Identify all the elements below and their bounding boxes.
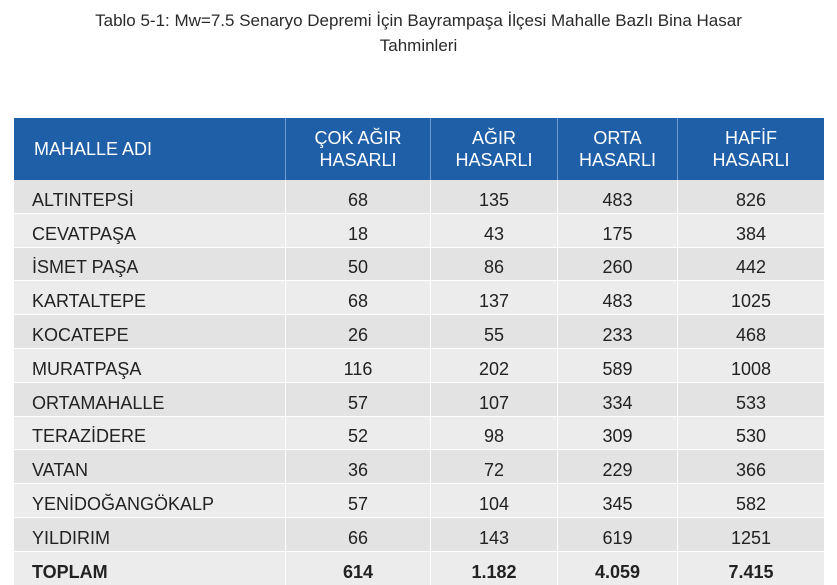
damage-count-cell: 26 (286, 315, 431, 349)
damage-count-cell: 483 (558, 180, 678, 214)
neighborhood-name-cell: KOCATEPE (14, 315, 286, 349)
caption-line-2: Tahminleri (379, 36, 458, 55)
neighborhood-name-cell: ORTAMAHALLE (14, 383, 286, 417)
total-value-cell: 4.059 (558, 552, 678, 585)
table-row (14, 281, 824, 315)
neighborhood-name-cell: MURATPAŞA (14, 349, 286, 383)
header-label: HASARLI (319, 150, 397, 170)
damage-count-cell: 72 (431, 450, 558, 484)
header-label: HASARLI (455, 150, 533, 170)
header-heavy-damage (431, 118, 558, 180)
table-caption (0, 8, 837, 58)
damage-count-cell: 533 (678, 383, 824, 417)
damage-estimate-table (14, 118, 824, 585)
damage-count-cell: 468 (678, 315, 824, 349)
table-row (14, 180, 824, 214)
damage-count-cell: 1251 (678, 518, 824, 552)
header-label: HASARLI (578, 150, 657, 170)
neighborhood-name-cell: YILDIRIM (14, 518, 286, 552)
neighborhood-name-cell: KARTALTEPE (14, 281, 286, 315)
damage-count-cell: 345 (558, 484, 678, 518)
damage-count-cell: 442 (678, 248, 824, 282)
total-row (14, 552, 824, 585)
damage-count-cell: 18 (286, 214, 431, 248)
header-very-heavy-damage (286, 118, 431, 180)
header-moderate-damage (558, 118, 678, 180)
damage-count-cell: 260 (558, 248, 678, 282)
damage-count-cell: 55 (431, 315, 558, 349)
damage-count-cell: 309 (558, 417, 678, 451)
damage-count-cell: 229 (558, 450, 678, 484)
table-row (14, 349, 824, 383)
table-body (14, 180, 824, 585)
damage-count-cell: 384 (678, 214, 824, 248)
damage-count-cell: 98 (431, 417, 558, 451)
damage-count-cell: 66 (286, 518, 431, 552)
neighborhood-name-cell: TERAZİDERE (14, 417, 286, 451)
damage-count-cell: 135 (431, 180, 558, 214)
neighborhood-name-cell: VATAN (14, 450, 286, 484)
damage-count-cell: 202 (431, 349, 558, 383)
damage-count-cell: 50 (286, 248, 431, 282)
header-light-damage (678, 118, 824, 180)
header-label: ÇOK AĞIR (314, 128, 402, 148)
damage-count-cell: 175 (558, 214, 678, 248)
damage-count-cell: 1008 (678, 349, 824, 383)
table-row (14, 248, 824, 282)
damage-count-cell: 57 (286, 383, 431, 417)
neighborhood-name-cell: CEVATPAŞA (14, 214, 286, 248)
damage-count-cell: 68 (286, 180, 431, 214)
damage-count-cell: 582 (678, 484, 824, 518)
header-label: HAFİF (725, 128, 777, 148)
damage-count-cell: 107 (431, 383, 558, 417)
total-value-cell: 614 (286, 552, 431, 585)
table-row (14, 214, 824, 248)
damage-count-cell: 334 (558, 383, 678, 417)
damage-count-cell: 137 (431, 281, 558, 315)
damage-count-cell: 57 (286, 484, 431, 518)
damage-count-cell: 826 (678, 180, 824, 214)
caption-line-1: Tablo 5-1: Mw=7.5 Senaryo Depremi İçin Bayrampaşa İlçesi Mahalle Bazlı Bina Hasar (95, 11, 742, 30)
damage-count-cell: 104 (431, 484, 558, 518)
header-label: HASARLI (712, 150, 790, 170)
damage-count-cell: 52 (286, 417, 431, 451)
total-label-cell: TOPLAM (14, 552, 286, 585)
damage-count-cell: 483 (558, 281, 678, 315)
damage-count-cell: 116 (286, 349, 431, 383)
damage-count-cell: 36 (286, 450, 431, 484)
table-row (14, 315, 824, 349)
damage-count-cell: 233 (558, 315, 678, 349)
table-row (14, 484, 824, 518)
header-neighborhood-name (14, 118, 286, 180)
damage-count-cell: 86 (431, 248, 558, 282)
damage-count-cell: 619 (558, 518, 678, 552)
table-row (14, 518, 824, 552)
damage-count-cell: 1025 (678, 281, 824, 315)
table-row (14, 417, 824, 451)
total-value-cell: 1.182 (431, 552, 558, 585)
header-label: MAHALLE ADI (34, 139, 153, 159)
neighborhood-name-cell: İSMET PAŞA (14, 248, 286, 282)
table-header-row (14, 118, 824, 180)
damage-count-cell: 589 (558, 349, 678, 383)
damage-count-cell: 366 (678, 450, 824, 484)
damage-count-cell: 43 (431, 214, 558, 248)
damage-count-cell: 143 (431, 518, 558, 552)
total-value-cell: 7.415 (678, 552, 824, 585)
header-label: ORTA (593, 128, 642, 148)
damage-count-cell: 68 (286, 281, 431, 315)
neighborhood-name-cell: ALTINTEPSİ (14, 180, 286, 214)
damage-count-cell: 530 (678, 417, 824, 451)
neighborhood-name-cell: YENİDOĞANGÖKALP (14, 484, 286, 518)
table-row (14, 383, 824, 417)
table-row (14, 450, 824, 484)
header-label: AĞIR (471, 128, 516, 148)
